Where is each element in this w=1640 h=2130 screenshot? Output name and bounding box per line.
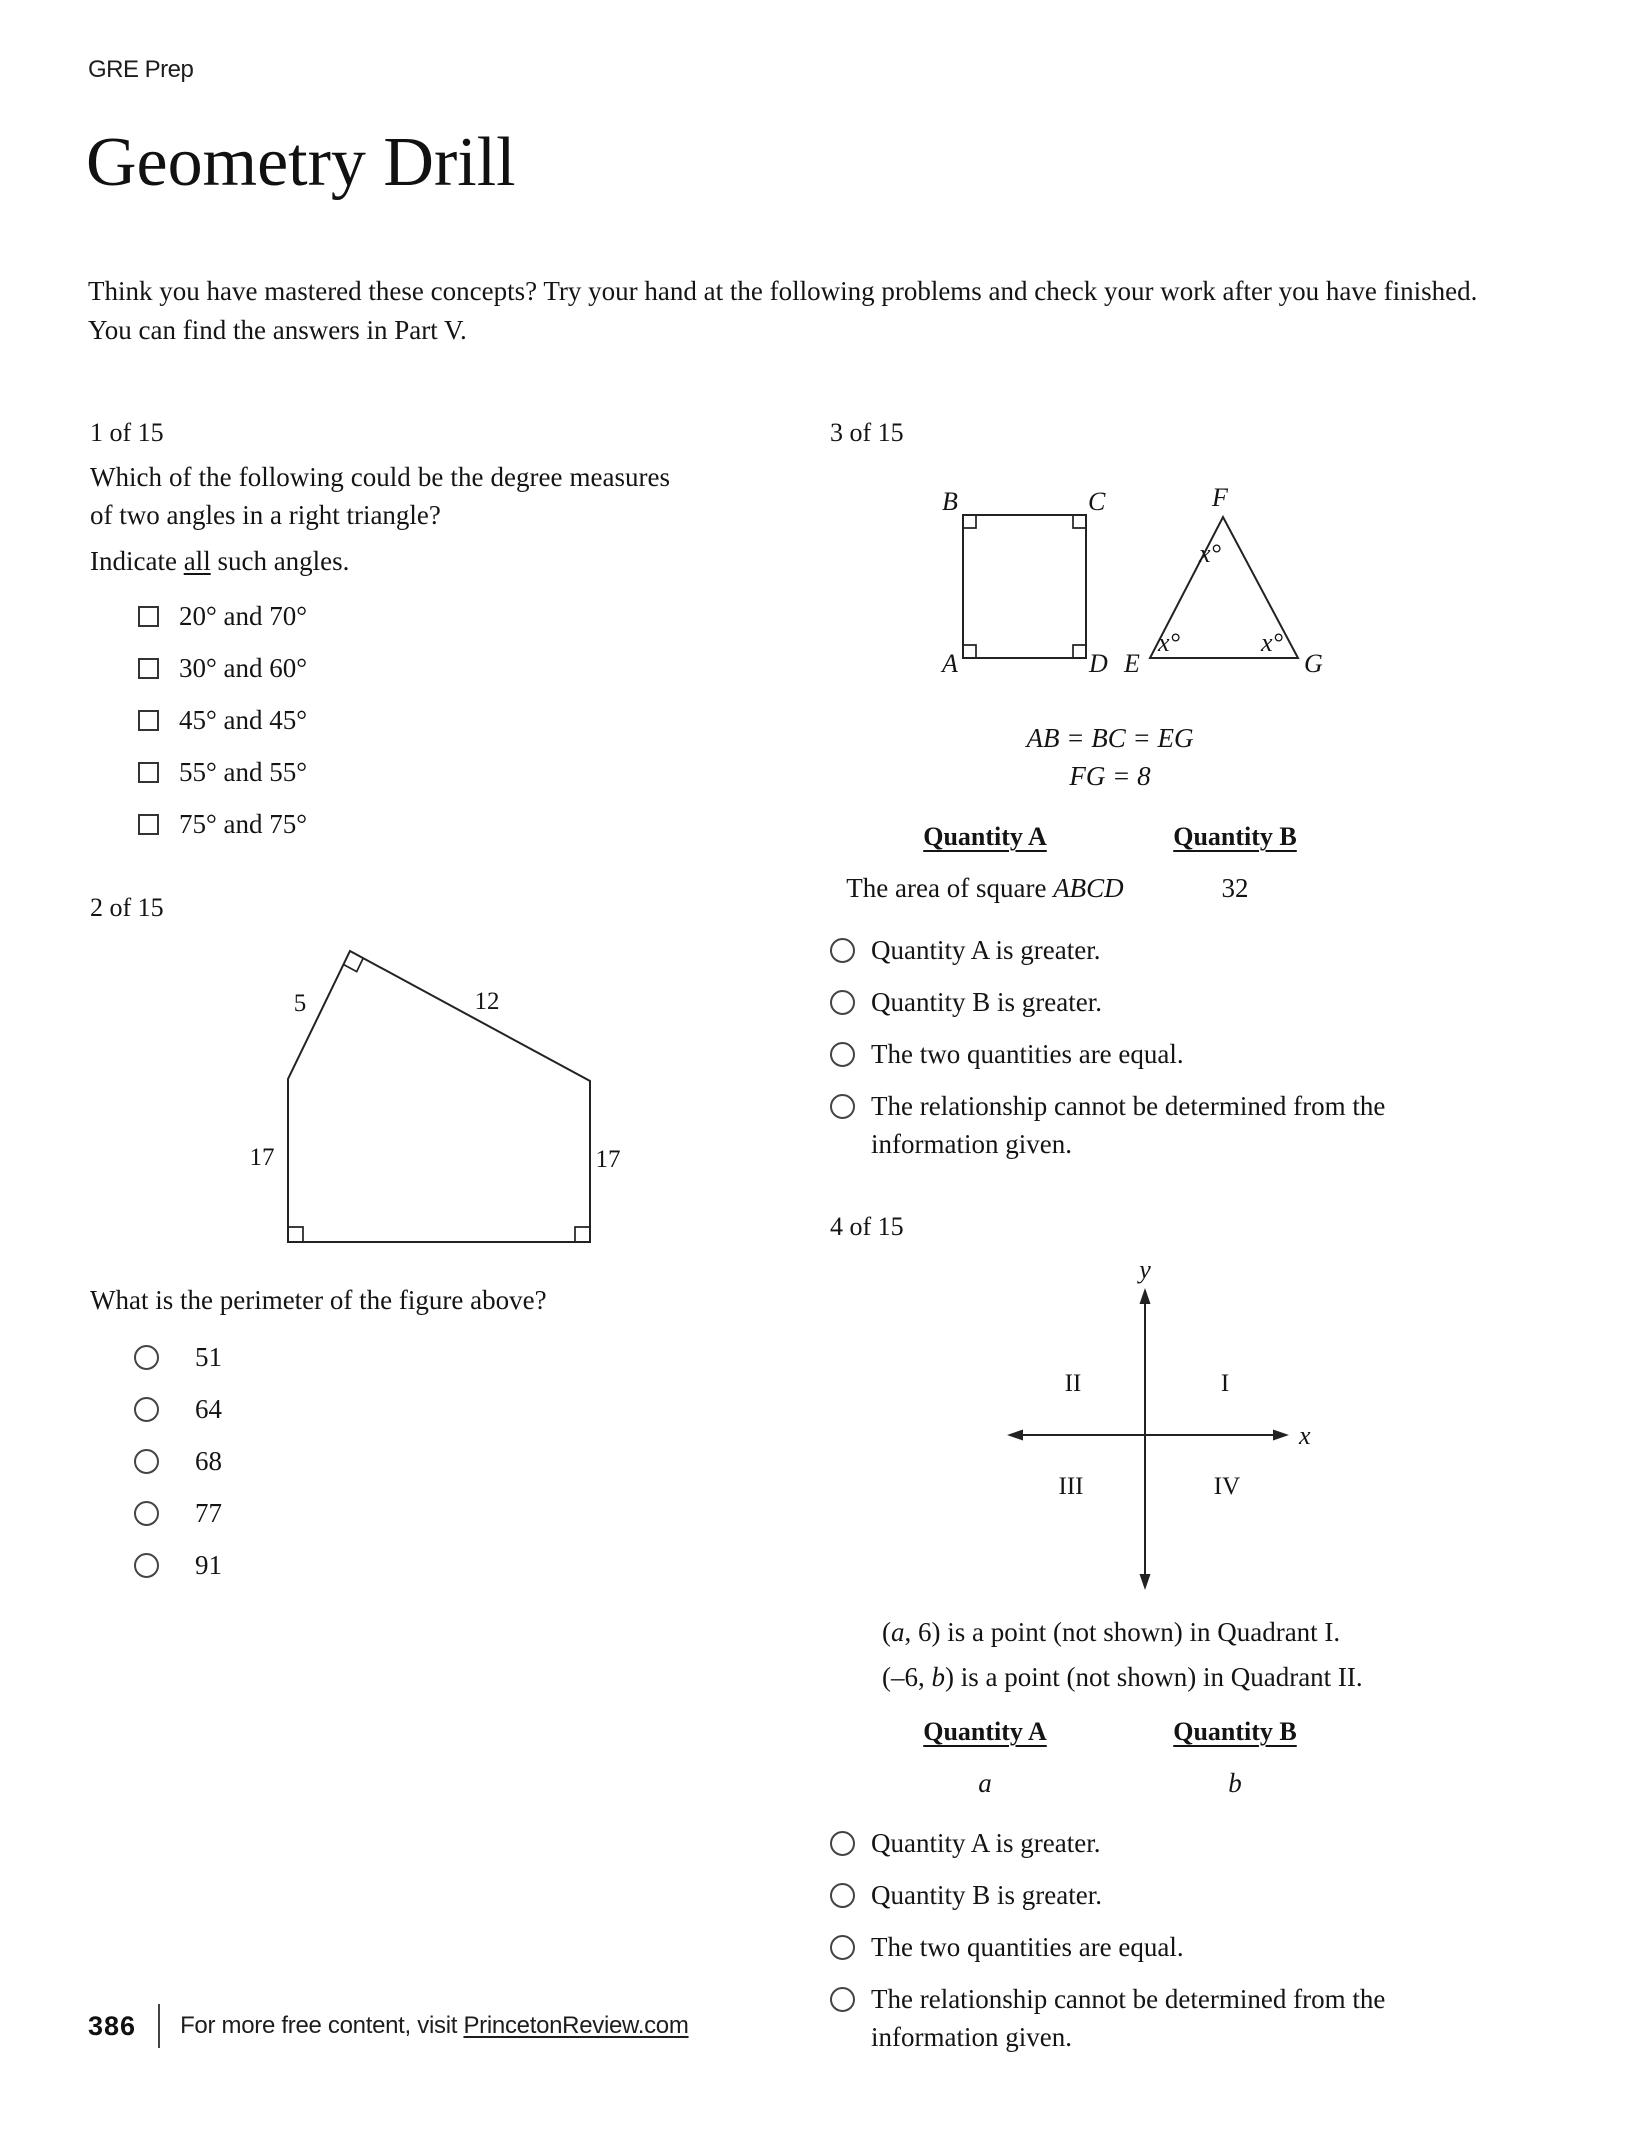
option-label: 64 [195, 1393, 222, 1424]
quantity-b-value: b [1228, 1768, 1242, 1798]
footer-divider [158, 2004, 160, 2048]
question-1 [90, 418, 670, 850]
page-number: 386 [88, 2010, 137, 2041]
answer-radio[interactable] [134, 1449, 159, 1474]
x-axis-arrow-right [1273, 1430, 1289, 1441]
answer-radio[interactable] [830, 1987, 855, 2012]
square-abcd [963, 515, 1086, 658]
quantity-a-value: a [978, 1768, 992, 1798]
y-axis-label: y [1139, 1255, 1151, 1284]
answer-options [90, 590, 670, 850]
question-number: 4 of 15 [830, 1212, 904, 1241]
option-label: Quantity B is greater. [871, 1880, 1102, 1910]
side-label-17-left: 17 [249, 1144, 275, 1171]
answer-radio[interactable] [134, 1397, 159, 1422]
option-label: 77 [195, 1497, 222, 1528]
option-label: Quantity A is greater. [871, 935, 1101, 965]
option-label: The two quantities are equal. [871, 1932, 1184, 1962]
quadrant-iii-label: III [1058, 1473, 1084, 1500]
quadrant-ii-label: II [1064, 1370, 1082, 1397]
quantity-a-text: The area of square [846, 873, 1054, 903]
y-axis-arrow-up [1140, 1288, 1151, 1304]
question-number: 2 of 15 [90, 893, 164, 922]
given-equations [830, 719, 1390, 795]
answer-options [90, 1331, 730, 1591]
option-label: 75° and 75° [179, 808, 308, 839]
pentagon-outline [288, 951, 590, 1242]
statement-1-post: , 6) is a point (not shown) in Quadrant I. [904, 1617, 1341, 1647]
option-row[interactable] [830, 1980, 1500, 2056]
answer-options [830, 1824, 1500, 2056]
statement-2-pre: (–6, [882, 1662, 932, 1692]
page-title: Geometry Drill [86, 124, 516, 201]
option-row[interactable] [90, 1487, 730, 1539]
question-2 [90, 893, 730, 1591]
quantity-a-value [830, 869, 1140, 907]
coordinate-plane-figure [985, 1254, 1320, 1604]
instruction-post: such angles. [210, 546, 350, 576]
page-footer [88, 2004, 689, 2048]
square-and-triangle-figure [940, 488, 1340, 683]
quantity-table [830, 1714, 1500, 1802]
angle-label-f: x° [1199, 539, 1221, 568]
question-instruction [90, 544, 670, 578]
quantity-a-math: ABCD [1053, 873, 1124, 903]
answer-radio[interactable] [134, 1345, 159, 1370]
option-label: Quantity B is greater. [871, 987, 1102, 1017]
instruction-all: all [183, 546, 211, 576]
side-label-17-right: 17 [595, 1146, 621, 1173]
option-label: 68 [195, 1445, 222, 1476]
option-row[interactable] [830, 1035, 1500, 1073]
option-row[interactable] [90, 642, 670, 694]
side-label-12: 12 [474, 988, 500, 1015]
answer-radio[interactable] [830, 990, 855, 1015]
answer-checkbox[interactable] [138, 814, 159, 835]
statement-1-var: a [891, 1617, 905, 1647]
footer-link[interactable]: PrincetonReview.com [463, 2012, 689, 2039]
side-label-5: 5 [293, 990, 307, 1017]
option-label: 45° and 45° [179, 704, 308, 735]
quantity-b-value: 32 [1221, 873, 1249, 903]
option-label: 30° and 60° [179, 652, 308, 683]
option-row[interactable] [830, 1876, 1500, 1914]
option-row[interactable] [90, 1435, 730, 1487]
x-axis-arrow-left [1007, 1430, 1023, 1441]
question-number: 1 of 15 [90, 418, 164, 447]
right-angle-mark-d [1073, 645, 1086, 658]
question-prompt: What is the perimeter of the figure above? [90, 1285, 547, 1315]
footer-text [180, 2012, 688, 2040]
option-row[interactable] [90, 590, 670, 642]
option-label: The relationship cannot be determined from the information given. [871, 1091, 1386, 1159]
option-row[interactable] [830, 931, 1500, 969]
option-label: 20° and 70° [179, 600, 308, 631]
statement-1-pre: ( [882, 1617, 891, 1647]
right-angle-mark-bottom-left [288, 1227, 303, 1242]
vertex-label-a: A [942, 649, 958, 678]
answer-checkbox[interactable] [138, 658, 159, 679]
question-number: 3 of 15 [830, 418, 904, 447]
answer-options [830, 931, 1500, 1163]
quadrant-i-label: I [1220, 1370, 1230, 1397]
answer-radio[interactable] [830, 938, 855, 963]
quantity-a-header: Quantity A [923, 1717, 1047, 1746]
quantity-b-header: Quantity B [1173, 1717, 1297, 1746]
option-label: 91 [195, 1549, 222, 1580]
answer-checkbox[interactable] [138, 710, 159, 731]
angle-label-e: x° [1158, 628, 1180, 657]
vertex-label-e: E [1124, 649, 1140, 678]
option-label: 55° and 55° [179, 756, 308, 787]
vertex-label-c: C [1088, 488, 1106, 516]
question-prompt: Which of the following could be the degree measures of two angles in a right triangle? [90, 462, 670, 530]
question-3 [830, 418, 1500, 1177]
book-header: GRE Prep [88, 56, 194, 83]
vertex-label-d: D [1089, 649, 1108, 678]
answer-checkbox[interactable] [138, 762, 159, 783]
statement-1 [882, 1610, 1500, 1655]
answer-radio[interactable] [830, 1935, 855, 1960]
option-label: The relationship cannot be determined from the information given. [871, 1984, 1386, 2052]
option-label: Quantity A is greater. [871, 1828, 1101, 1858]
statement-2-post: ) is a point (not shown) in Quadrant II. [945, 1662, 1363, 1692]
quantity-a-header: Quantity A [923, 822, 1047, 851]
footer-text-label: For more free content, visit [180, 2012, 464, 2039]
x-axis-label: x [1299, 1421, 1311, 1450]
option-row[interactable] [90, 1383, 730, 1435]
statement-2 [882, 1655, 1500, 1700]
answer-checkbox[interactable] [138, 606, 159, 627]
option-row[interactable] [830, 1824, 1500, 1862]
answer-radio[interactable] [134, 1553, 159, 1578]
option-row[interactable] [830, 1087, 1500, 1163]
vertex-label-f: F [1212, 488, 1228, 512]
instruction-pre: Indicate [90, 546, 184, 576]
point-statements [830, 1610, 1500, 1700]
vertex-label-b: B [942, 488, 958, 516]
option-row[interactable] [90, 1539, 730, 1591]
right-angle-mark-c [1073, 515, 1086, 528]
intro-text: Think you have mastered these concepts? Try your hand at the following problems and check your work after you have finished. You can find the answers in Part V. [88, 276, 1478, 345]
question-4 [830, 1212, 1500, 2070]
pentagon-figure [212, 939, 632, 1259]
given-line-1: AB = BC = EG [1026, 723, 1194, 753]
given-line-2: FG = 8 [1069, 761, 1151, 791]
answer-radio[interactable] [830, 1831, 855, 1856]
statement-2-var: b [931, 1662, 945, 1692]
option-row[interactable] [90, 1331, 730, 1383]
right-angle-mark-a [963, 645, 976, 658]
option-row[interactable] [90, 746, 670, 798]
y-axis-arrow-down [1140, 1574, 1151, 1590]
option-row[interactable] [830, 1928, 1500, 1966]
option-label: The two quantities are equal. [871, 1039, 1184, 1069]
option-row[interactable] [830, 983, 1500, 1021]
answer-radio[interactable] [830, 1094, 855, 1119]
right-angle-mark-b [963, 515, 976, 528]
quadrant-iv-label: IV [1213, 1473, 1241, 1500]
quantity-b-header: Quantity B [1173, 822, 1297, 851]
vertex-label-g: G [1304, 649, 1323, 678]
answer-radio[interactable] [830, 1883, 855, 1908]
angle-label-g: x° [1261, 628, 1283, 657]
answer-radio[interactable] [134, 1501, 159, 1526]
answer-radio[interactable] [830, 1042, 855, 1067]
option-row[interactable] [90, 798, 670, 850]
option-row[interactable] [90, 694, 670, 746]
right-angle-mark-bottom-right [575, 1227, 590, 1242]
option-label: 51 [195, 1341, 222, 1372]
quantity-table [830, 819, 1500, 907]
